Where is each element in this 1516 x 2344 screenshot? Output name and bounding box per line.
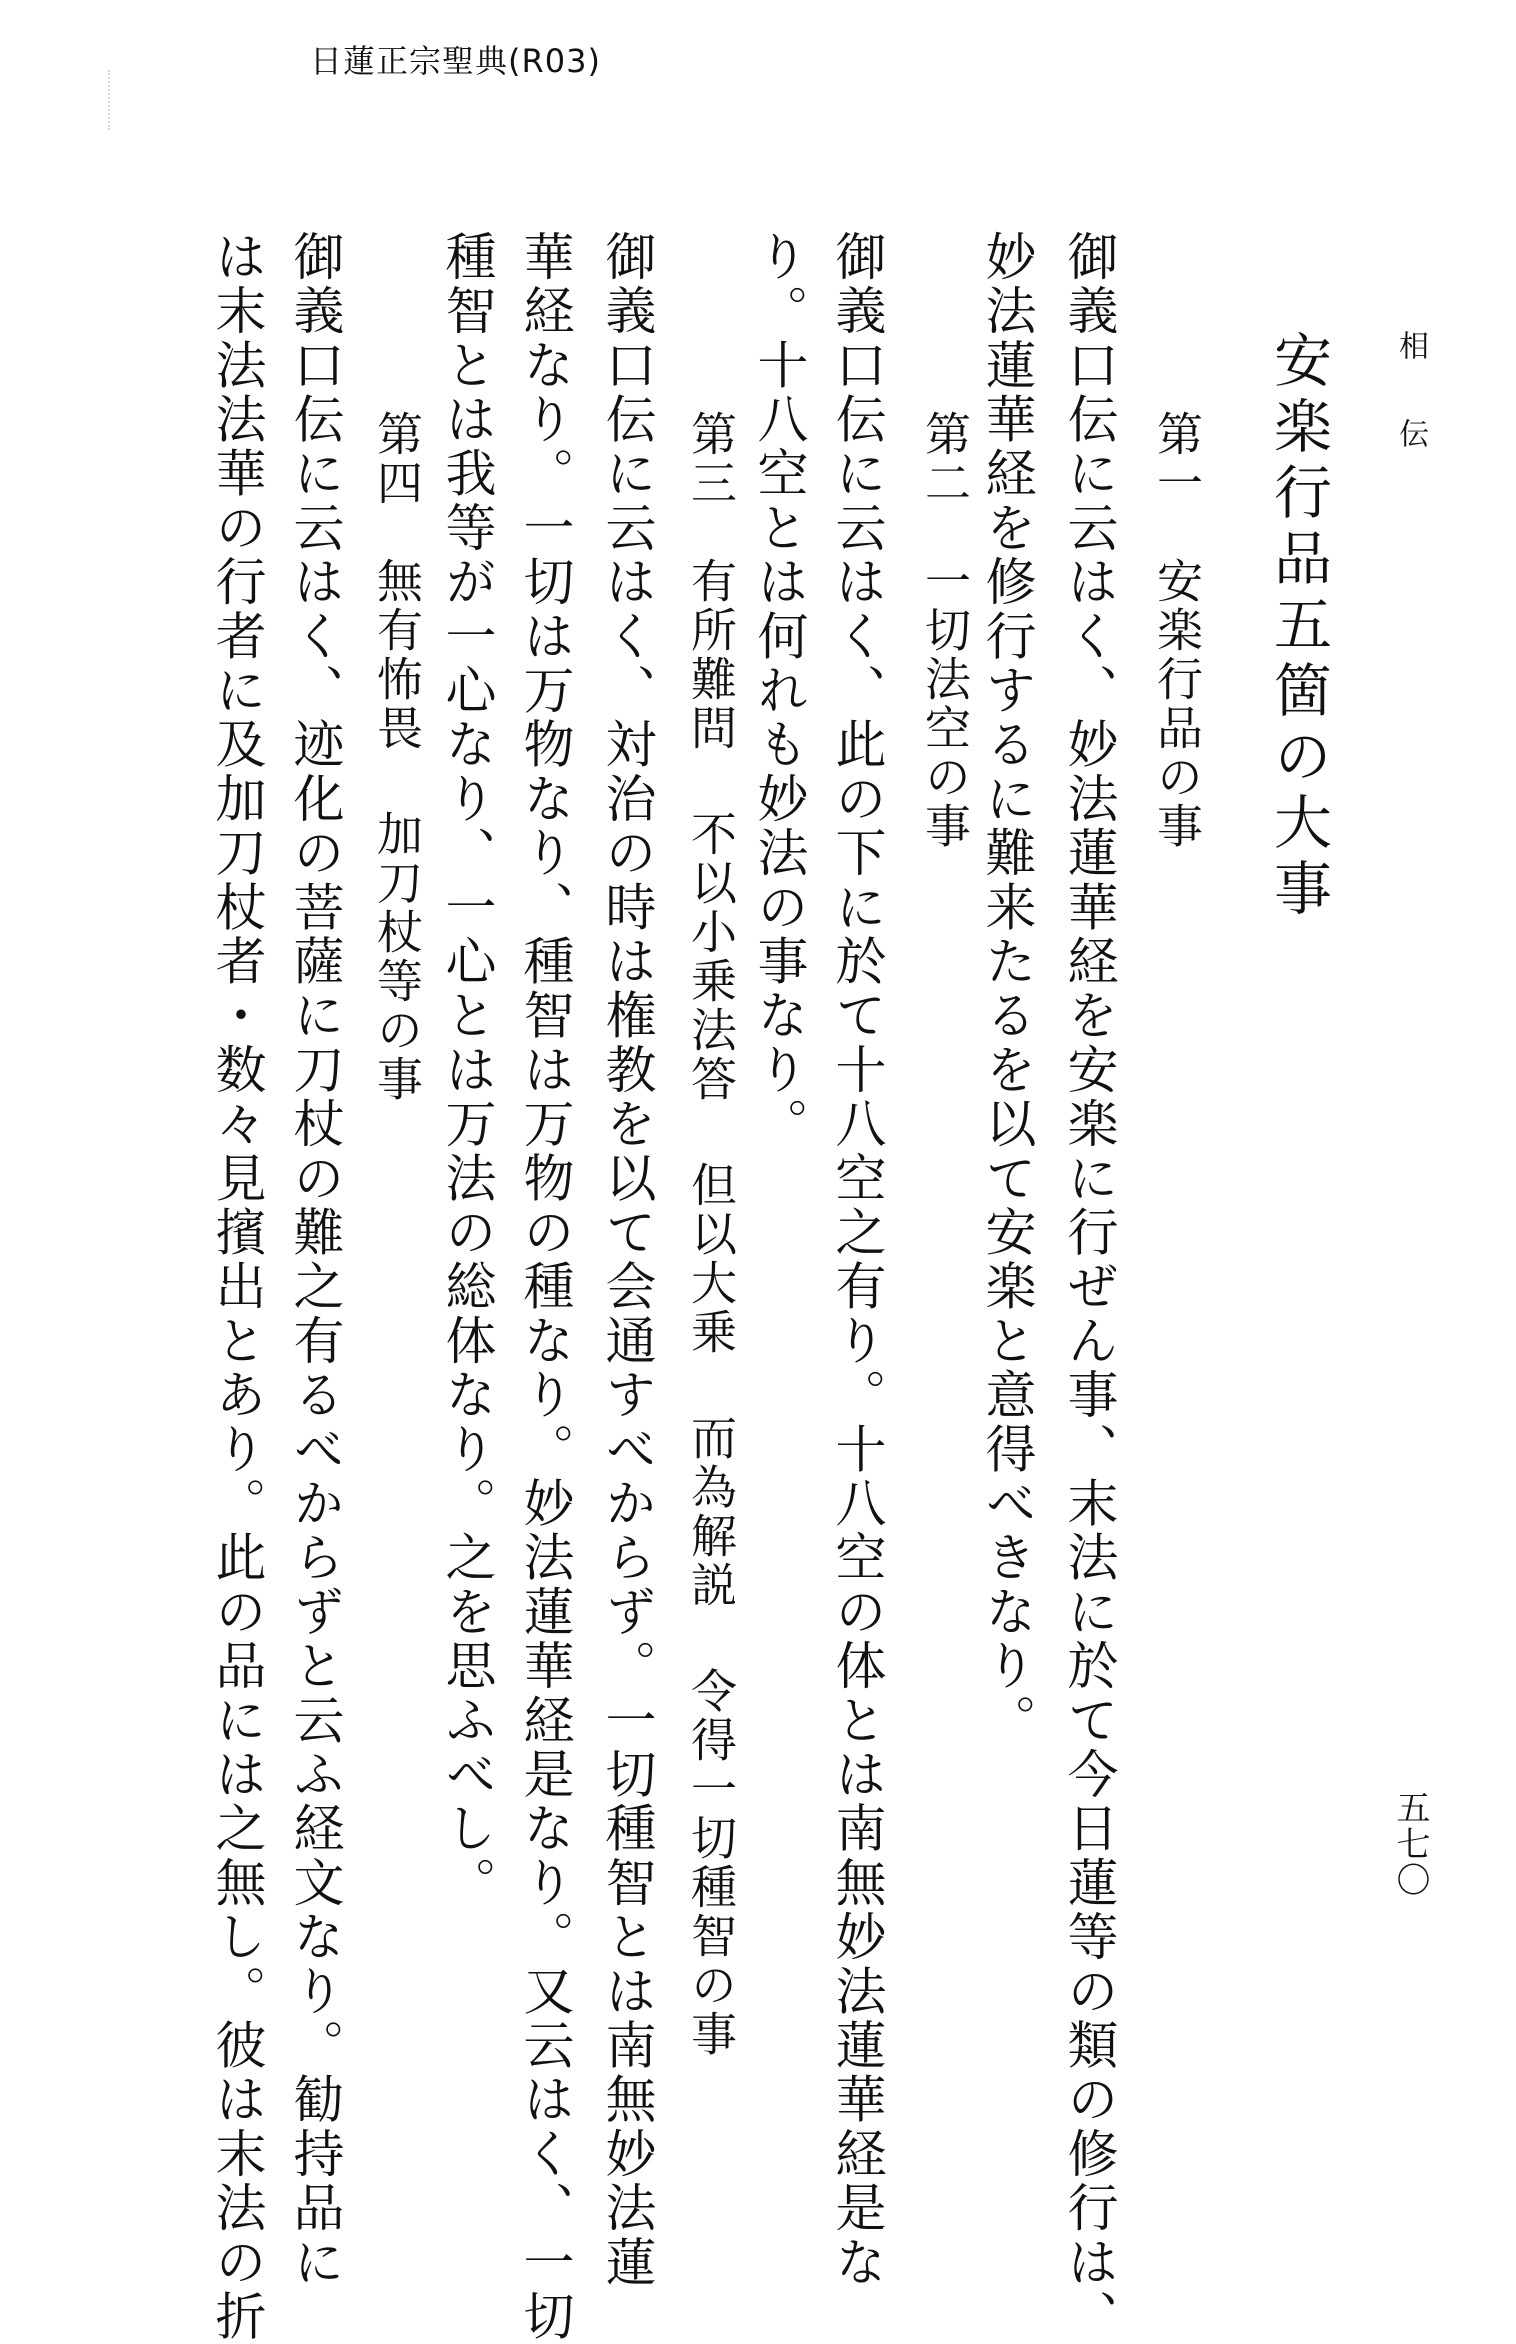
text-line: 御義口伝に云はく、妙法蓮華経を安楽に行ぜん事、末法に於て今日蓮等の類の修行は、 bbox=[1058, 230, 1117, 2344]
section-heading: 第二 一切法空の事 bbox=[918, 410, 972, 851]
section-heading: 第四 無有怖畏 加刀杖等の事 bbox=[370, 410, 424, 1104]
text-line: 御義口伝に云はく、迹化の菩薩に刀杖の難之有るべからずと云ふ経文なり。勧持品に bbox=[284, 230, 343, 2290]
text-line: は末法法華の行者に及加刀杖者・数々見擯出とあり。此の品には之無し。彼は末法の折 bbox=[206, 230, 265, 2344]
page-title: 安楽行品五箇の大事 bbox=[1264, 330, 1332, 924]
text-line: 御義口伝に云はく、此の下に於て十八空之有り。十八空の体とは南無妙法蓮華経是な bbox=[826, 230, 885, 2290]
text-line: 御義口伝に云はく、対治の時は権教を以て会通すべからず。一切種智とは南無妙法蓮 bbox=[596, 230, 655, 2290]
text-line: 華経なり。一切は万物なり、種智は万物の種なり。妙法蓮華経是なり。又云はく、一切 bbox=[514, 230, 573, 2344]
page-number: 五七〇 bbox=[1390, 1790, 1430, 1898]
text-line: 妙法蓮華経を修行するに難来たるを以て安楽と意得べきなり。 bbox=[976, 230, 1035, 1748]
section-heading: 第一 安楽行品の事 bbox=[1150, 410, 1204, 851]
section-heading: 第三 有所難問 不以小乗法答 但以大乗 而為解説 令得一切種智の事 bbox=[684, 410, 738, 2059]
scan-specks bbox=[108, 70, 120, 130]
text-line: り。十八空とは何れも妙法の事なり。 bbox=[748, 230, 807, 1152]
book-title: 日蓮正宗聖典(R03) bbox=[310, 42, 601, 80]
running-head: 相伝 bbox=[1393, 330, 1428, 506]
text-line: 種智とは我等が一心なり、一心とは万法の総体なり。之を思ふべし。 bbox=[436, 230, 495, 1911]
